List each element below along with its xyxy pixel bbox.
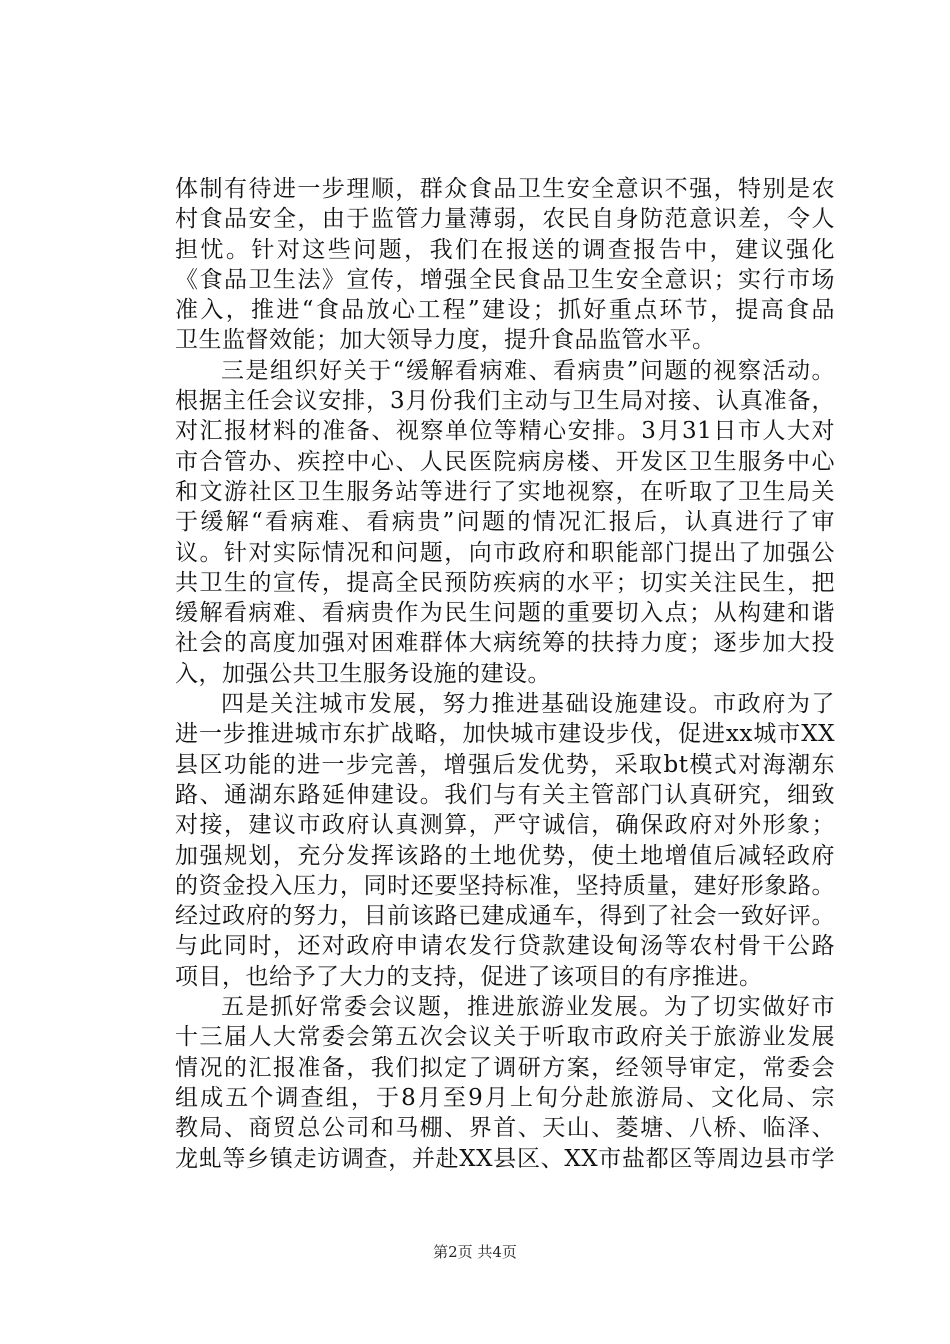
text-line: 进一步推进城市东扩战略，加快城市建设步伐，促进xx城市XX — [175, 721, 835, 748]
text-line: 《食品卫生法》宣传，增强全民食品卫生安全意识；实行市场 — [175, 266, 835, 293]
text-line: 龙虬等乡镇走访调查，并赴XX县区、XX市盐都区等周边县市学 — [175, 1145, 835, 1172]
text-line: 对接，建议市政府认真测算，严守诚信，确保政府对外形象； — [175, 812, 835, 839]
text-line: 卫生监督效能；加大领导力度，提升食品监管水平。 — [175, 327, 716, 354]
text-line: 共卫生的宣传，提高全民预防疾病的水平；切实关注民生，把 — [175, 569, 835, 596]
text-line: 缓解看病难、看病贵作为民生问题的重要切入点；从构建和谐 — [175, 600, 835, 627]
text-line: 村食品安全，由于监管力量薄弱，农民自身防范意识差，令人 — [175, 206, 835, 233]
text-line: 组成五个调查组，于8月至9月上旬分赴旅游局、文化局、宗 — [175, 1084, 835, 1111]
text-line: 经过政府的努力，目前该路已建成通车，得到了社会一致好评。 — [175, 903, 835, 930]
text-line: 教局、商贸总公司和马棚、界首、天山、菱塘、八桥、临泽、 — [175, 1115, 835, 1142]
text-line: 的资金投入压力，同时还要坚持标准，坚持质量，建好形象路。 — [175, 872, 835, 899]
text-line: 对汇报材料的准备、视察单位等精心安排。3月31日市人大对 — [175, 418, 835, 445]
text-line: 项目，也给予了大力的支持，促进了该项目的有序推进。 — [175, 963, 763, 990]
text-line: 于缓解“看病难、看病贵”问题的情况汇报后，认真进行了审 — [175, 509, 835, 536]
text-line: 十三届人大常委会第五次会议关于听取市政府关于旅游业发展 — [175, 1024, 835, 1051]
text-line: 市合管办、疾控中心、人民医院病房楼、开发区卫生服务中心 — [175, 448, 835, 475]
paragraph-first-line: 五是抓好常委会议题，推进旅游业发展。为了切实做好市 — [221, 994, 835, 1021]
text-line: 加强规划，充分发挥该路的土地优势，使土地增值后减轻政府 — [175, 842, 835, 869]
paragraph-first-line: 四是关注城市发展，努力推进基础设施建设。市政府为了 — [221, 691, 835, 718]
text-line: 准入，推进“食品放心工程”建设；抓好重点环节，提高食品 — [175, 297, 835, 324]
text-line: 路、通湖东路延伸建设。我们与有关主管部门认真研究，细致 — [175, 781, 835, 808]
text-line: 担忧。针对这些问题，我们在报送的调查报告中，建议强化 — [175, 236, 835, 263]
text-line: 根据主任会议安排，3月份我们主动与卫生局对接、认真准备， — [175, 388, 835, 415]
text-line: 情况的汇报准备，我们拟定了调研方案，经领导审定，常委会 — [175, 1054, 835, 1081]
body-text — [175, 174, 835, 1174]
page-footer: 第2页 共4页 — [433, 1243, 517, 1261]
paragraph-first-line: 三是组织好关于“缓解看病难、看病贵”问题的视察活动。 — [221, 357, 835, 384]
text-line: 与此同时，还对政府申请农发行贷款建设甸汤等农村骨干公路 — [175, 933, 835, 960]
text-line: 入，加强公共卫生服务设施的建设。 — [175, 660, 551, 687]
text-line: 议。针对实际情况和问题，向市政府和职能部门提出了加强公 — [175, 539, 835, 566]
text-line: 县区功能的进一步完善，增强后发优势，采取bt模式对海潮东 — [175, 751, 835, 778]
text-line: 和文游社区卫生服务站等进行了实地视察，在听取了卫生局关 — [175, 478, 835, 505]
text-line: 社会的高度加强对困难群体大病统筹的扶持力度；逐步加大投 — [175, 630, 835, 657]
text-line: 体制有待进一步理顺，群众食品卫生安全意识不强，特别是农 — [175, 176, 835, 202]
